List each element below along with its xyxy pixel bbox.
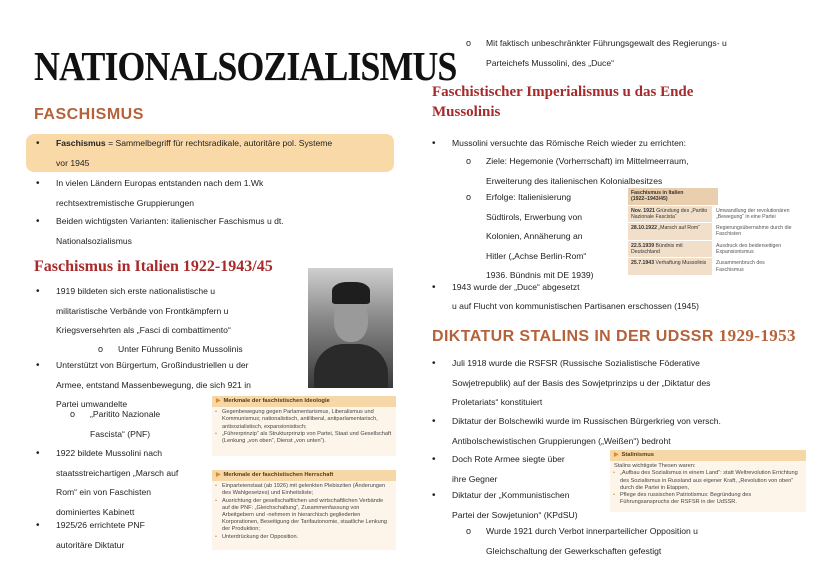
bullet-icon: • [432, 490, 436, 501]
bullet-icon: • [432, 358, 436, 369]
text-line: Faschismus = Sammelbegriff für rechtsradikale, autoritäre pol. Systeme [56, 138, 333, 148]
table-header-line: (1922–1943/45) [631, 196, 668, 203]
herrschaft-item: • Einparteienstaat (ab 1926) mit gelenkten Plebisziten (Änderungen des Wahlgesetzes) und Einheitsliste; [222, 483, 392, 497]
text-line: Diktatur der „Kommunistischen [452, 490, 570, 500]
text-line: Beiden wichtigsten Varianten: italienischer Faschismus u dt. [56, 216, 284, 226]
heading-stalin [432, 326, 796, 346]
triangle-icon: ▶ [614, 452, 619, 458]
table-cell-description: Regierungsübernahme durch die Faschisten [716, 225, 792, 238]
sub-bullet-icon: o [466, 192, 472, 202]
table-cell-event: 22.5.1939 Bündnis mit Deutschland [628, 241, 712, 258]
table-cell-description: Zusammenbruch des Faschismus [716, 260, 765, 273]
sub-bullet-icon: o [466, 156, 472, 166]
table-cell-description: Ausdruck des beiderseitigen Expansionismus [716, 242, 782, 256]
heading-imperialismus [432, 82, 693, 122]
text-line: „Paritito Nazionale [90, 409, 161, 419]
text-line: 1919 bildeten sich erste nationalistische u [56, 286, 216, 296]
heading-faschismus: FASCHISMUS [34, 106, 144, 123]
text-line: Proletariats“ konstituiert [452, 397, 543, 407]
ideologie-item: • „Führerprinzip“ als Strukturprinzip von Partei, Staat und Gesellschaft (Lenkung „von oben“, Dienst „von unten“). [222, 431, 392, 445]
bullet-icon: • [432, 454, 436, 465]
text-line: autoritäre Diktatur [56, 539, 125, 550]
table-cell-event: Nov. 1921 Gründung des „Partito Nazionale Fascista“ [628, 206, 712, 223]
bullet-icon: • [432, 138, 436, 149]
triangle-icon: ▶ [216, 472, 221, 478]
italien-timeline-table [628, 188, 804, 294]
mussolini-portrait [308, 268, 393, 388]
bullet-icon: • [36, 520, 40, 531]
text-line: Kriegsversehrten als „Fasci di combattimento“ [56, 325, 231, 335]
text-line: Hitler („Achse Berlin-Rom“ [486, 250, 587, 261]
text-line: Antibolschewistischen Gruppierungen („Weißen“) bedroht [452, 435, 671, 446]
bullet-icon: • [36, 178, 40, 189]
page-title: NATIONALSOZIALISMUS [34, 43, 457, 90]
herrschaft-item: • Unterdrückung der Opposition. [222, 534, 392, 541]
ideologie-box [212, 396, 396, 456]
bullet-icon: • [36, 138, 40, 149]
text-line: Erfolge: Italienisierung [486, 192, 572, 202]
text-line: Unter Führung Benito Mussolinis [118, 344, 243, 354]
text-line: 1922 bildete Mussolini nach [56, 448, 163, 458]
text-line: Mussolini versuchte das Römische Reich wieder zu errichten: [452, 138, 687, 148]
text-line: dominiertes Kabinett [56, 506, 135, 517]
herrschaft-item: • Ausrichtung der gesellschaftlichen und wirtschaftlichen Verbände auf die PNF: „Gleichschaltung“, Zusammenfassung von Arbeitgebern und -nehmern in hierarchisch gegliederten Korporationen, Beseitigung der Tarifautonomie, staatliche Lenkung der Produktion; [222, 498, 392, 534]
table-row [628, 205, 804, 223]
text-line: Sowjetrepublik) auf der Basis des Sowjetprinzips u der „Diktatur des [452, 377, 711, 388]
bullet-icon: • [432, 416, 436, 427]
text-line: 1925/26 errichtete PNF [56, 520, 145, 530]
heading-stalin-text: DIKTATUR STALINS IN DER UDSSR [432, 328, 714, 345]
stalinismus-intro: Stalins wichtigste Thesen waren: [614, 463, 696, 470]
stalinismus-box [610, 450, 806, 512]
table-cell-event: 28.10.1922 „Marsch auf Rom“ [628, 223, 712, 240]
imperialismus-bullet-continuation: u auf Flucht von kommunistischen Partisanen erschossen (1945) [452, 301, 699, 311]
heading-imperialismus-line: Faschistischer Imperialismus u das Ende [432, 84, 694, 100]
portrait-face [334, 298, 368, 342]
stalinismus-item: • Pflege des russischen Patriotismus: Begründung des Führungsanspruchs der RSFSR in der UdSSR. [620, 492, 802, 506]
table-cell-event: 25.7.1943 Verhaftung Mussolinis [628, 258, 712, 275]
stalinismus-title: Stalinismus [621, 452, 655, 458]
table-header [628, 188, 718, 205]
sub-bullet-icon: o [466, 38, 472, 48]
text-line: ihre Gegner [452, 473, 498, 484]
text-line: Fascista“ (PNF) [90, 428, 151, 439]
sub-bullet-icon: o [98, 344, 104, 354]
bullet-icon: • [432, 282, 436, 293]
portrait-body [314, 344, 388, 388]
triangle-icon: ▶ [216, 398, 221, 404]
text-line: Erweiterung des italienischen Kolonialbesitzes [486, 175, 663, 186]
text-line: Wurde 1921 durch Verbot innerparteilicher Opposition u [486, 526, 698, 536]
text-line: In vielen Ländern Europas entstanden nach dem 1.Wk [56, 178, 264, 188]
bullet-icon: • [36, 360, 40, 371]
portrait-hat [332, 282, 370, 304]
bullet-icon: • [36, 286, 40, 297]
text-line: 1943 wurde der „Duce“ abgesetzt [452, 282, 580, 292]
heading-imperialismus-line: Mussolinis [432, 104, 501, 120]
table-header-line: Faschismus in Italien [631, 190, 684, 196]
text-line: Partei der Sowjetunion“ (KPdSU) [452, 509, 578, 520]
text-line: Ziele: Hegemonie (Vorherrschaft) im Mittelmeerraum, [486, 156, 689, 166]
table-cell-description: Umwandlung der revolutionären „Bewegung“ in eine Partei [716, 207, 790, 220]
herrschaft-title: Merkmale der faschistischen Herrschaft [223, 472, 334, 478]
text-line: staatsstreichartigen „Marsch auf [56, 467, 179, 478]
stalinismus-item: • „Aufbau des Sozialismus in einem Land“: statt Weltrevolution Errichtung des Sozialismus in Russland aus eigener Kraft, „Revolution von oben“ durch die Partei in Etappen, [620, 470, 802, 492]
text-line: Armee, entstand Massenbewegung, die sich 921 in [56, 379, 251, 390]
ideologie-item: • Gegenbewegung gegen Parlamentarismus, Liberalismus und Kommunismus; nationalistisch, antiliberal, antiparlamentarisch, antisozialistisch, expansionistisch; [222, 409, 392, 431]
text-line: rechtsextremistische Gruppierungen [56, 197, 195, 208]
text-line: Parteichefs Mussolini, des „Duce“ [486, 57, 614, 68]
text-line: Unterstützt von Bürgertum, Großindustriellen u der [56, 360, 249, 370]
text-line: Kolonien, Annäherung an [486, 231, 583, 241]
text-line: Rom“ ein von Faschisten [56, 487, 152, 497]
text-line: Südtirols, Erwerbung von [486, 211, 583, 222]
ideologie-title: Merkmale der faschistischen Ideologie [223, 398, 330, 404]
text-line: Mit faktisch unbeschränkter Führungsgewalt des Regierungs- u [486, 38, 727, 48]
text-line: Nationalsozialismus [56, 235, 132, 246]
table-row [628, 257, 804, 275]
text-line: Gleichschaltung der Gewerkschaften gefestigt [486, 545, 662, 556]
bullet-icon: • [36, 448, 40, 459]
text-line: militaristische Verbände von Frontkämpfern u [56, 305, 229, 316]
table-row [628, 240, 804, 258]
text-line: Partei umwandelte [56, 399, 128, 409]
heading-stalin-years: 1929-1953 [718, 326, 796, 345]
text-line: Diktatur der Bolschewiki wurde im Russischen Bürgerkrieg von versch. [452, 416, 721, 426]
herrschaft-box [212, 470, 396, 550]
text-line: 1936. Bündnis mit DE 1939) [486, 270, 594, 280]
sub-bullet-icon: o [70, 409, 76, 419]
text-line: Juli 1918 wurde die RSFSR (Russische Sozialistische Föderative [452, 358, 700, 368]
table-row [628, 222, 804, 240]
sub-bullet-icon: o [466, 526, 472, 536]
bullet-icon: • [36, 216, 40, 227]
text-line: Doch Rote Armee siegte über [452, 454, 565, 464]
text-line: vor 1945 [56, 157, 90, 168]
heading-italien: Faschismus in Italien 1922-1943/45 [34, 258, 273, 275]
